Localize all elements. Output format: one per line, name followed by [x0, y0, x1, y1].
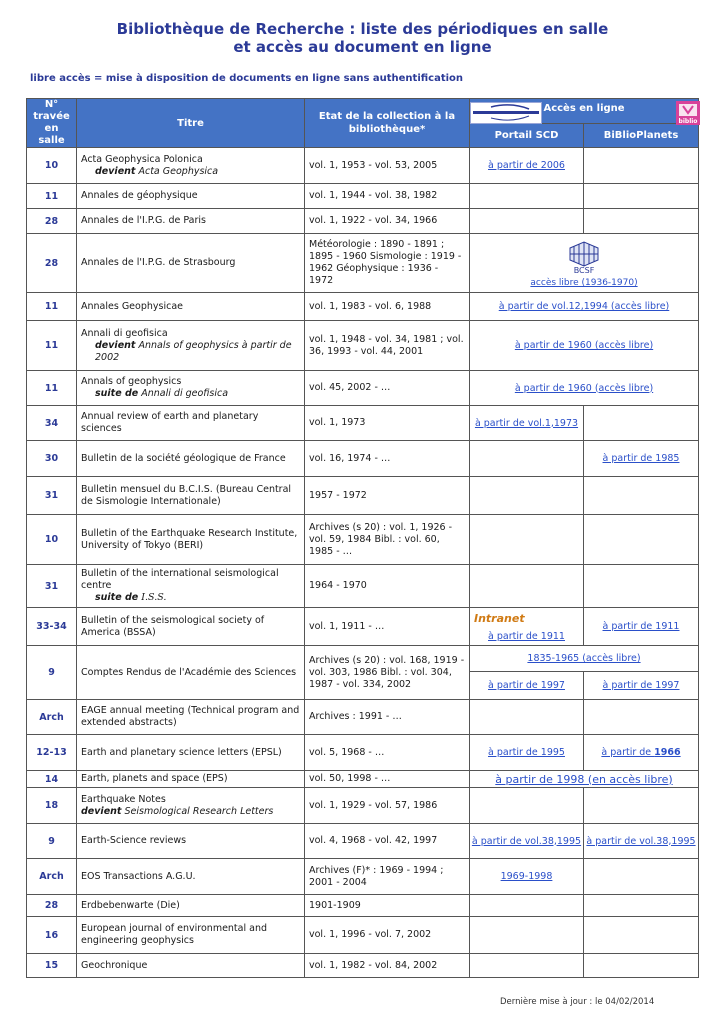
biblio-link-prefix: à partir de	[601, 747, 655, 758]
periodical-title: Annales Geophysicae	[77, 293, 305, 321]
biblio-link-year: 1966	[654, 747, 681, 758]
page-title	[0, 20, 725, 56]
merged-access-cell	[470, 321, 699, 371]
periodical-title: Earth and planetary science letters (EPSL)	[77, 735, 305, 771]
table-row	[27, 646, 699, 672]
travee-num: 11	[27, 184, 77, 209]
periodical-title: Annales de géophysique	[77, 184, 305, 209]
collection-state: vol. 1, 1982 - vol. 84, 2002	[305, 954, 470, 978]
biblio-cell	[584, 788, 699, 824]
travee-num: 12-13	[27, 735, 77, 771]
periodical-title: Bulletin de la société géologique de France	[77, 441, 305, 477]
title-main: Bulletin of the international seismological centre	[81, 568, 279, 591]
table-row	[27, 234, 699, 293]
collection-state: vol. 1, 1973	[305, 406, 470, 441]
col-header-titre: Titre	[77, 99, 305, 148]
periodical-title: European journal of environmental and engineering geophysics	[77, 917, 305, 954]
col-header-acces	[470, 99, 699, 124]
table-row	[27, 608, 699, 646]
portail-link[interactable]: à partir de 2006	[488, 160, 565, 171]
travee-num: 11	[27, 321, 77, 371]
portail-cell	[470, 700, 584, 735]
portail-cell	[470, 148, 584, 184]
libre-acces-note: libre accès = mise à disposition de documents en ligne sans authentification	[30, 73, 464, 84]
travee-num: Arch	[27, 700, 77, 735]
table-row	[27, 565, 699, 608]
collection-state: vol. 1, 1983 - vol. 6, 1988	[305, 293, 470, 321]
collection-state: vol. 1, 1953 - vol. 53, 2005	[305, 148, 470, 184]
collection-state: Archives : 1991 - …	[305, 700, 470, 735]
table-row	[27, 859, 699, 895]
collection-state: vol. 4, 1968 - vol. 42, 1997	[305, 824, 470, 859]
col-header-etat: Etat de la collection à la bibliothèque*	[305, 99, 470, 148]
merged-access-cell	[470, 234, 699, 293]
periodical-title: Earth-Science reviews	[77, 824, 305, 859]
title-related: Annals of geophysics à partir de 2002	[95, 339, 292, 363]
collection-state: vol. 45, 2002 - …	[305, 371, 470, 406]
travee-num: 31	[27, 565, 77, 608]
collection-state: vol. 1, 1948 - vol. 34, 1981 ; vol. 36, 1993 - vol. 44, 2001	[305, 321, 470, 371]
table-row	[27, 406, 699, 441]
periodicals-table	[26, 98, 699, 978]
acces-en-ligne-label: Accès en ligne	[543, 103, 625, 115]
biblio-cell	[584, 700, 699, 735]
periodical-title	[77, 321, 305, 371]
table-row	[27, 735, 699, 771]
merged-access-link[interactable]: à partir de 1998 (en accès libre)	[495, 772, 673, 786]
portail-link[interactable]: à partir de vol.1,1973	[474, 417, 579, 429]
table-row	[27, 209, 699, 234]
biblio-cell	[584, 895, 699, 917]
periodical-title: EAGE annual meeting (Technical program and extended abstracts)	[77, 700, 305, 735]
title-related: I.S.S.	[141, 592, 167, 603]
portail-link[interactable]: 1969-1998	[500, 871, 553, 882]
merged-access-link[interactable]: accès libre (1936-1970)	[530, 278, 638, 288]
merged-access-cell	[470, 646, 699, 672]
biblio-cell	[584, 209, 699, 234]
merged-access-link[interactable]: 1835-1965 (accès libre)	[527, 653, 641, 664]
collection-state: Archives (F)* : 1969 - 1994 ; 2001 - 2004	[305, 859, 470, 895]
portail-cell	[470, 954, 584, 978]
table-row	[27, 895, 699, 917]
portail-cell	[470, 735, 584, 771]
portail-cell	[470, 672, 584, 700]
portail-cell	[470, 441, 584, 477]
biblio-cell	[584, 406, 699, 441]
biblio-link[interactable]	[601, 747, 680, 758]
portail-cell	[470, 184, 584, 209]
collection-state: vol. 1, 1922 - vol. 34, 1966	[305, 209, 470, 234]
intranet-label: Intranet	[474, 611, 525, 625]
title-main: Acta Geophysica Polonica	[81, 153, 203, 165]
title-relation: devient	[81, 805, 122, 817]
periodical-title	[77, 788, 305, 824]
merged-access-cell	[470, 771, 699, 788]
travee-num: 18	[27, 788, 77, 824]
portail-link[interactable]: à partir de 1997	[488, 680, 565, 691]
last-update: Dernière mise à jour : le 04/02/2014	[500, 997, 655, 1007]
travee-num: 11	[27, 293, 77, 321]
periodical-title	[77, 565, 305, 608]
table-row	[27, 515, 699, 565]
portail-link[interactable]: à partir de vol.38,1995	[471, 835, 582, 847]
portail-cell	[470, 406, 584, 441]
table-row	[27, 788, 699, 824]
title-relation: suite de	[95, 592, 139, 603]
travee-num: 10	[27, 148, 77, 184]
periodical-title: Annual review of earth and planetary sciences	[77, 406, 305, 441]
periodical-title: Erdbebenwarte (Die)	[77, 895, 305, 917]
collection-state: vol. 1, 1996 - vol. 7, 2002	[305, 917, 470, 954]
travee-num: Arch	[27, 859, 77, 895]
travee-num: 30	[27, 441, 77, 477]
collection-state: Météorologie : 1890 - 1891 ; 1895 - 1960 Sismologie : 1919 - 1962 Géophysique : 1936 - 1972	[305, 234, 470, 293]
table-row	[27, 293, 699, 321]
title-line-2: et accès au document en ligne	[233, 38, 492, 56]
biblio-link[interactable]: à partir de 1997	[602, 680, 680, 691]
biblio-cell	[584, 515, 699, 565]
biblio-cell	[584, 824, 699, 859]
merged-access-link[interactable]: à partir de 1960 (accès libre)	[514, 340, 654, 351]
portail-cell	[470, 824, 584, 859]
periodical-title: Bulletin of the seismological society of America (BSSA)	[77, 608, 305, 646]
collection-state: Archives (s 20) : vol. 1, 1926 - vol. 59, 1984 Bibl. : vol. 60, 1985 - …	[305, 515, 470, 565]
table-row	[27, 771, 699, 788]
unistra-logo-icon	[470, 102, 542, 124]
collection-state: vol. 1, 1911 - …	[305, 608, 470, 646]
table-row	[27, 184, 699, 209]
table-row	[27, 477, 699, 515]
portail-link[interactable]: à partir de 1911	[488, 630, 565, 642]
title-relation: devient	[95, 339, 136, 351]
title-related: Acta Geophysica	[138, 165, 219, 177]
merged-access-link[interactable]: à partir de vol.12,1994 (accès libre)	[498, 301, 670, 312]
portail-cell	[470, 565, 584, 608]
travee-num: 15	[27, 954, 77, 978]
title-main: Annali di geofisica	[81, 327, 168, 339]
bcsf-logo-icon	[560, 266, 608, 277]
travee-num: 14	[27, 771, 77, 788]
merged-access-cell	[470, 293, 699, 321]
biblioplanets-logo-icon	[676, 101, 700, 125]
travee-num: 16	[27, 917, 77, 954]
portail-cell	[470, 859, 584, 895]
collection-state: vol. 16, 1974 - …	[305, 441, 470, 477]
portail-cell	[470, 209, 584, 234]
portail-link[interactable]: à partir de 1995	[488, 747, 565, 758]
collection-state: 1901-1909	[305, 895, 470, 917]
table-row	[27, 954, 699, 978]
periodical-title	[77, 371, 305, 406]
travee-num: 9	[27, 646, 77, 700]
table-row	[27, 441, 699, 477]
travee-num: 31	[27, 477, 77, 515]
periodical-title: Geochronique	[77, 954, 305, 978]
title-related: Annali di geofisica	[141, 388, 229, 399]
title-main: Annals of geophysics	[81, 376, 182, 387]
portail-cell	[470, 608, 584, 646]
travee-num: 10	[27, 515, 77, 565]
title-relation: devient	[95, 165, 136, 177]
table-row	[27, 148, 699, 184]
biblio-cell	[584, 148, 699, 184]
biblio-cell	[584, 735, 699, 771]
biblio-cell	[584, 917, 699, 954]
collection-state: vol. 50, 1998 - …	[305, 771, 470, 788]
collection-state: vol. 1, 1944 - vol. 38, 1982	[305, 184, 470, 209]
collection-state: vol. 1, 1929 - vol. 57, 1986	[305, 788, 470, 824]
biblio-logo-text: biblio	[678, 118, 698, 126]
portail-cell	[470, 917, 584, 954]
periodical-title: Annales de l'I.P.G. de Strasbourg	[77, 234, 305, 293]
biblio-cell	[584, 565, 699, 608]
periodical-title: Bulletin mensuel du B.C.I.S. (Bureau Central de Sismologie Internationale)	[77, 477, 305, 515]
collection-state: 1964 - 1970	[305, 565, 470, 608]
table-row	[27, 371, 699, 406]
periodical-title: Earth, planets and space (EPS)	[77, 771, 305, 788]
table-row	[27, 824, 699, 859]
col-header-portail: Portail SCD	[470, 124, 584, 148]
travee-num: 11	[27, 371, 77, 406]
table-row	[27, 917, 699, 954]
bcsf-logo-text: BCSF	[573, 266, 595, 274]
portail-cell	[470, 477, 584, 515]
travee-num: 9	[27, 824, 77, 859]
title-main: Earthquake Notes	[81, 793, 166, 805]
travee-num: 28	[27, 209, 77, 234]
travee-num: 33-34	[27, 608, 77, 646]
periodical-title: Bulletin of the Earthquake Research Institute, University of Tokyo (BERI)	[77, 515, 305, 565]
title-related: Seismological Research Letters	[124, 805, 274, 817]
col-header-num: N° travée en salle	[27, 99, 77, 148]
col-header-biblio: BiBlioPlanets	[584, 124, 699, 148]
biblio-link[interactable]: à partir de vol.38,1995	[586, 835, 696, 847]
biblio-link[interactable]: à partir de 1911	[602, 621, 680, 632]
merged-access-link[interactable]: à partir de 1960 (accès libre)	[514, 382, 654, 394]
collection-state: vol. 5, 1968 - …	[305, 735, 470, 771]
table-row	[27, 700, 699, 735]
title-relation: suite de	[95, 388, 139, 399]
biblio-cell	[584, 184, 699, 209]
biblio-link[interactable]: à partir de 1985	[602, 453, 680, 464]
periodical-title: Annales de l'I.P.G. de Paris	[77, 209, 305, 234]
title-line-1: Bibliothèque de Recherche : liste des périodiques en salle	[116, 20, 609, 38]
periodical-title: Comptes Rendus de l'Académie des Sciences	[77, 646, 305, 700]
travee-num: 34	[27, 406, 77, 441]
periodical-title: EOS Transactions A.G.U.	[77, 859, 305, 895]
portail-cell	[470, 788, 584, 824]
biblio-cell	[584, 477, 699, 515]
biblio-cell	[584, 672, 699, 700]
collection-state: Archives (s 20) : vol. 168, 1919 -vol. 303, 1986 Bibl. : vol. 304, 1987 - vol. 334, 2002	[305, 646, 470, 700]
biblio-cell	[584, 608, 699, 646]
travee-num: 28	[27, 895, 77, 917]
portail-cell	[470, 515, 584, 565]
biblio-cell	[584, 954, 699, 978]
collection-state: 1957 - 1972	[305, 477, 470, 515]
portail-cell	[470, 895, 584, 917]
merged-access-cell	[470, 371, 699, 406]
table-row	[27, 321, 699, 371]
travee-num: 28	[27, 234, 77, 293]
periodical-title	[77, 148, 305, 184]
biblio-cell	[584, 859, 699, 895]
biblio-cell	[584, 441, 699, 477]
